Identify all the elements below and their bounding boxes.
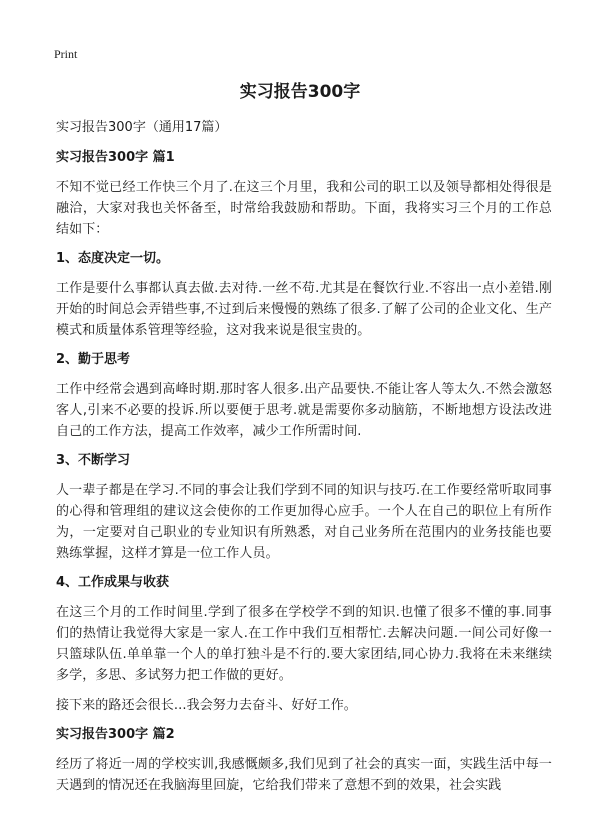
document-subtitle: 实习报告300字（通用17篇） bbox=[56, 120, 228, 135]
article-1 bbox=[56, 148, 552, 716]
section-body: 工作是要什么事都认真去做.去对待.一丝不苟.尤其是在餐饮行业.不容出一点小差错.刚开始的时间总会弄错些事,不过到后来慢慢的熟练了很多.了解了公司的企业文化、生产模式和质量体系管理等经验，这对我来说是很宝贵的。 bbox=[56, 281, 552, 338]
article-2 bbox=[56, 725, 552, 796]
article-1-intro: 不知不觉已经工作快三个月了.在这三个月里，我和公司的职工以及领导都相处得很是融洽，大家对我也关怀备至，时常给我鼓励和帮助。下面，我将实习三个月的工作总结如下： bbox=[56, 180, 552, 237]
section-learning bbox=[56, 451, 552, 564]
section-body: 人一辈子都是在学习.不同的事会让我们学到不同的知识与技巧.在工作要经常听取同事的心得和管理组的建议这会使你的工作更加得心应手。一个人在自己的职位上有所作为，一定要对自己职业的专业知识有所熟悉，对自己业务所在范围内的业务技能也要熟练掌握，这样才算是一位工作人员。 bbox=[56, 483, 552, 561]
document-content bbox=[56, 118, 552, 805]
section-heading: 3、不断学习 bbox=[56, 453, 131, 468]
section-attitude bbox=[56, 249, 552, 341]
section-results bbox=[56, 573, 552, 686]
article-1-closing: 接下来的路还会很长...我会努力去奋斗、好好工作。 bbox=[56, 698, 357, 713]
section-heading: 4、工作成果与收获 bbox=[56, 575, 170, 590]
section-body: 工作中经常会遇到高峰时期.那时客人很多.出产品要快.不能让客人等太久.不然会激怒客人,引来不必要的投诉.所以要便于思考.就是需要你多动脑筋，不断地想方设法改进自己的工作方法，提高工作效率，减少工作所需时间. bbox=[56, 382, 552, 439]
section-heading: 2、勤于思考 bbox=[56, 352, 131, 367]
document-title: 实习报告300字 bbox=[239, 82, 361, 102]
section-heading: 1、态度决定一切。 bbox=[56, 251, 170, 266]
article-2-heading: 实习报告300字 篇2 bbox=[56, 727, 175, 742]
print-link[interactable]: Print bbox=[54, 47, 78, 61]
section-thinking bbox=[56, 350, 552, 442]
article-2-body: 经历了将近一周的学校实训,我感慨颇多,我们见到了社会的真实一面，实践生活中每一天遇到的情况还在我脑海里回旋，它给我们带来了意想不到的效果，社会实践 bbox=[56, 757, 552, 793]
section-body: 在这三个月的工作时间里.学到了很多在学校学不到的知识.也懂了很多不懂的事.同事们的热情让我觉得大家是一家人.在工作中我们互相帮忙.去解决问题.一间公司好像一只篮球队伍.单单靠一个人的单打独斗是不行的.要大家团结,同心协力.我将在未来继续多学，多思、多试努力把工作做的更好。 bbox=[56, 605, 552, 683]
article-1-heading: 实习报告300字 篇1 bbox=[56, 150, 175, 165]
